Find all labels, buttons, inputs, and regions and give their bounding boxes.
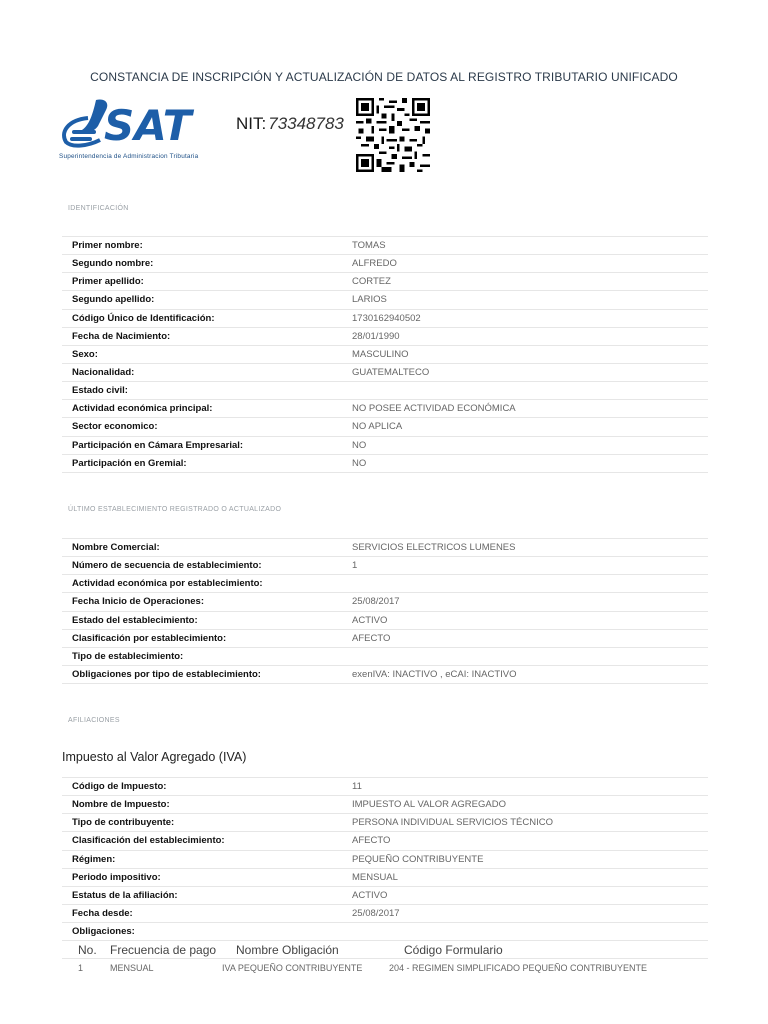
field-label: Obligaciones:	[62, 923, 342, 941]
obligacion-codigo: 204 - REGIMEN SIMPLIFICADO PEQUEÑO CONTRIBUYENTE	[389, 963, 648, 973]
qr-code	[356, 98, 430, 172]
field-value: 11	[342, 778, 708, 796]
field-label: Estado del establecimiento:	[62, 611, 342, 629]
table-row	[62, 345, 708, 363]
obligacion-nombre: IVA PEQUEÑO CONTRIBUYENTE	[222, 963, 363, 973]
table-row	[62, 382, 708, 400]
document-title: CONSTANCIA DE INSCRIPCIÓN Y ACTUALIZACIÓN DE DATOS AL REGISTRO TRIBUTARIO UNIFICADO	[90, 70, 678, 84]
field-value: NO	[342, 436, 708, 454]
field-label: Tipo de contribuyente:	[62, 814, 342, 832]
tax-heading: Impuesto al Valor Agregado (IVA)	[62, 750, 247, 764]
nit	[236, 114, 344, 134]
field-value	[342, 575, 708, 593]
nit-value: 73348783	[268, 114, 344, 133]
table-row	[62, 418, 708, 436]
field-label: Nombre Comercial:	[62, 539, 342, 557]
field-label: Código Único de Identificación:	[62, 309, 342, 327]
field-value	[342, 382, 708, 400]
field-value: LARIOS	[342, 291, 708, 309]
field-value: 1	[342, 557, 708, 575]
table-row	[62, 629, 708, 647]
logo-subtitle: Superintendencia de Administracion Tributaria	[59, 153, 199, 160]
nit-label: NIT:	[236, 114, 267, 133]
field-value: NO	[342, 454, 708, 472]
field-value: AFECTO	[342, 832, 708, 850]
table-row	[62, 923, 708, 941]
field-value: ALFREDO	[342, 255, 708, 273]
table-row	[62, 363, 708, 381]
field-label: Tipo de establecimiento:	[62, 647, 342, 665]
field-label: Segundo apellido:	[62, 291, 342, 309]
table-row	[62, 539, 708, 557]
establecimiento-table	[62, 538, 708, 684]
field-value: 1730162940502	[342, 309, 708, 327]
field-label: Sexo:	[62, 345, 342, 363]
table-row	[62, 400, 708, 418]
field-label: Actividad económica por establecimiento:	[62, 575, 342, 593]
table-row	[62, 850, 708, 868]
field-value	[342, 647, 708, 665]
field-value: 25/08/2017	[342, 904, 708, 922]
field-value: 25/08/2017	[342, 593, 708, 611]
section-label-identificacion: IDENTIFICACIÓN	[68, 205, 129, 212]
field-label: Primer apellido:	[62, 273, 342, 291]
field-value: TOMAS	[342, 237, 708, 255]
field-value: PERSONA INDIVIDUAL SERVICIOS TÉCNICO	[342, 814, 708, 832]
field-label: Participación en Gremial:	[62, 454, 342, 472]
field-label: Fecha Inicio de Operaciones:	[62, 593, 342, 611]
table-row	[62, 796, 708, 814]
table-row	[62, 868, 708, 886]
table-row	[62, 832, 708, 850]
field-value: exenIVA: INACTIVO , eCAI: INACTIVO	[342, 665, 708, 683]
field-value: MENSUAL	[342, 868, 708, 886]
field-value: IMPUESTO AL VALOR AGREGADO	[342, 796, 708, 814]
field-label: Número de secuencia de establecimiento:	[62, 557, 342, 575]
table-row	[62, 886, 708, 904]
obligaciones-header-no: No.	[78, 943, 97, 957]
field-label: Estatus de la afiliación:	[62, 886, 342, 904]
field-label: Actividad económica principal:	[62, 400, 342, 418]
field-value: ACTIVO	[342, 886, 708, 904]
field-label: Estado civil:	[62, 382, 342, 400]
field-label: Segundo nombre:	[62, 255, 342, 273]
field-value	[342, 923, 708, 941]
field-label: Participación en Cámara Empresarial:	[62, 436, 342, 454]
section-label-afiliaciones: AFILIACIONES	[68, 717, 120, 724]
table-row	[62, 647, 708, 665]
table-row	[62, 904, 708, 922]
table-row	[62, 575, 708, 593]
field-label: Clasificación por establecimiento:	[62, 629, 342, 647]
field-label: Periodo impositivo:	[62, 868, 342, 886]
field-value: SERVICIOS ELECTRICOS LUMENES	[342, 539, 708, 557]
field-value: CORTEZ	[342, 273, 708, 291]
obligaciones-header-frecuencia: Frecuencia de pago	[110, 943, 217, 957]
table-row	[62, 327, 708, 345]
table-row	[62, 309, 708, 327]
divider	[62, 958, 708, 959]
table-row	[62, 255, 708, 273]
table-row	[62, 273, 708, 291]
field-label: Obligaciones por tipo de establecimiento:	[62, 665, 342, 683]
field-value: NO POSEE ACTIVIDAD ECONÓMICA	[342, 400, 708, 418]
table-row	[62, 436, 708, 454]
field-label: Clasificación del establecimiento:	[62, 832, 342, 850]
table-row	[62, 814, 708, 832]
logo-text: SAT	[104, 101, 192, 150]
table-row	[62, 454, 708, 472]
afiliaciones-table	[62, 777, 708, 941]
table-row	[62, 557, 708, 575]
field-label: Código de Impuesto:	[62, 778, 342, 796]
table-row	[62, 237, 708, 255]
obligacion-frecuencia: MENSUAL	[110, 963, 154, 973]
field-value: AFECTO	[342, 629, 708, 647]
field-value: GUATEMALTECO	[342, 363, 708, 381]
identificacion-table	[62, 236, 708, 473]
table-row	[62, 778, 708, 796]
field-label: Régimen:	[62, 850, 342, 868]
field-label: Sector economico:	[62, 418, 342, 436]
field-label: Primer nombre:	[62, 237, 342, 255]
field-label: Fecha de Nacimiento:	[62, 327, 342, 345]
field-label: Nombre de Impuesto:	[62, 796, 342, 814]
field-value: ACTIVO	[342, 611, 708, 629]
field-value: PEQUEÑO CONTRIBUYENTE	[342, 850, 708, 868]
obligaciones-header-nombre: Nombre Obligación	[236, 943, 339, 957]
field-label: Nacionalidad:	[62, 363, 342, 381]
table-row	[62, 665, 708, 683]
table-row	[62, 611, 708, 629]
field-value: NO APLICA	[342, 418, 708, 436]
field-value: 28/01/1990	[342, 327, 708, 345]
obligacion-no: 1	[78, 963, 84, 973]
table-row	[62, 593, 708, 611]
section-label-establecimiento: ÚLTIMO ESTABLECIMIENTO REGISTRADO O ACTUALIZADO	[68, 506, 282, 513]
field-label: Fecha desde:	[62, 904, 342, 922]
obligaciones-header-codigo: Código Formulario	[404, 943, 503, 957]
field-value: MASCULINO	[342, 345, 708, 363]
table-row	[62, 291, 708, 309]
